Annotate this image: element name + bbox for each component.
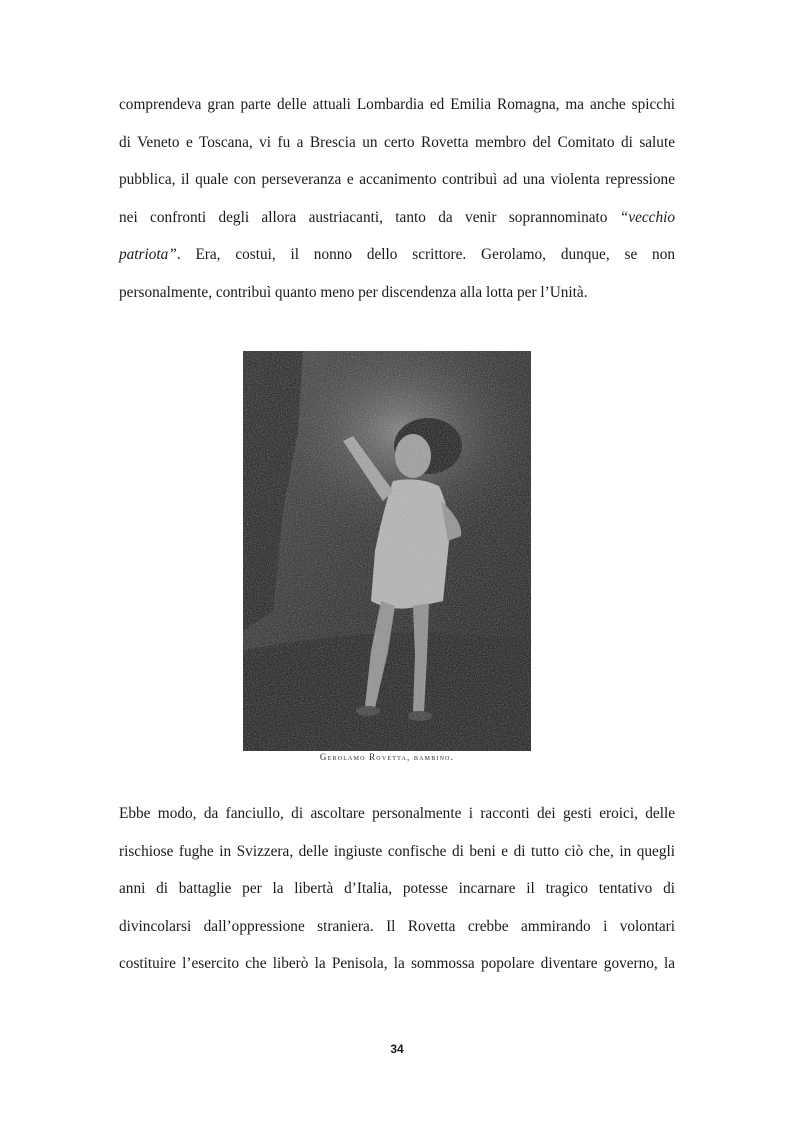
- text-line: di Veneto e Toscana, vi fu a Brescia un certo Rovetta membro del Comitato di salute: [119, 133, 675, 151]
- text-line: [119, 199, 675, 237]
- text-line: [119, 236, 675, 274]
- text-line: costituire l’esercito che liberò la Penisola, la sommossa popolare diventare governo, la: [119, 955, 675, 973]
- child-portrait-image: [243, 351, 531, 751]
- text-segment: . Era, costui, il nonno dello scrittore. Gerolamo, dunque, se non: [176, 246, 675, 264]
- italic-quote: patriota”: [119, 246, 177, 264]
- text-line: comprendeva gran parte delle attuali Lombardia ed Emilia Romagna, ma anche spicchi: [119, 96, 675, 113]
- text-line: anni di battaglie per la libertà d’Italia, potesse incarnare il tragico tentativo di: [119, 880, 675, 898]
- text-line: Ebbe modo, da fanciullo, di ascoltare personalmente i racconti dei gesti eroici, delle: [119, 805, 675, 822]
- portrait-photo: [243, 351, 531, 751]
- italic-quote: “vecchio: [619, 208, 675, 226]
- text-line: divincolarsi dall’oppressione straniera. Il Rovetta crebbe ammirando i volontari: [119, 917, 675, 935]
- paragraph-childhood: [119, 795, 675, 983]
- paragraph-intro: [119, 86, 675, 312]
- page-number: 34: [390, 1042, 404, 1056]
- text-line: personalmente, contribuì quanto meno per discendenza alla lotta per l’Unità.: [119, 283, 588, 301]
- text-line: rischiose fughe in Svizzera, delle ingiuste confische di beni e di tutto ciò che, in quegli: [119, 842, 675, 860]
- text-line: pubblica, il quale con perseveranza e accanimento contribuì ad una violenta repressione: [119, 171, 675, 189]
- text-segment: nei confronti degli allora austriacanti, tanto da venir soprannominato: [119, 208, 620, 226]
- figure-caption: Gerolamo Rovetta, bambino.: [319, 752, 455, 762]
